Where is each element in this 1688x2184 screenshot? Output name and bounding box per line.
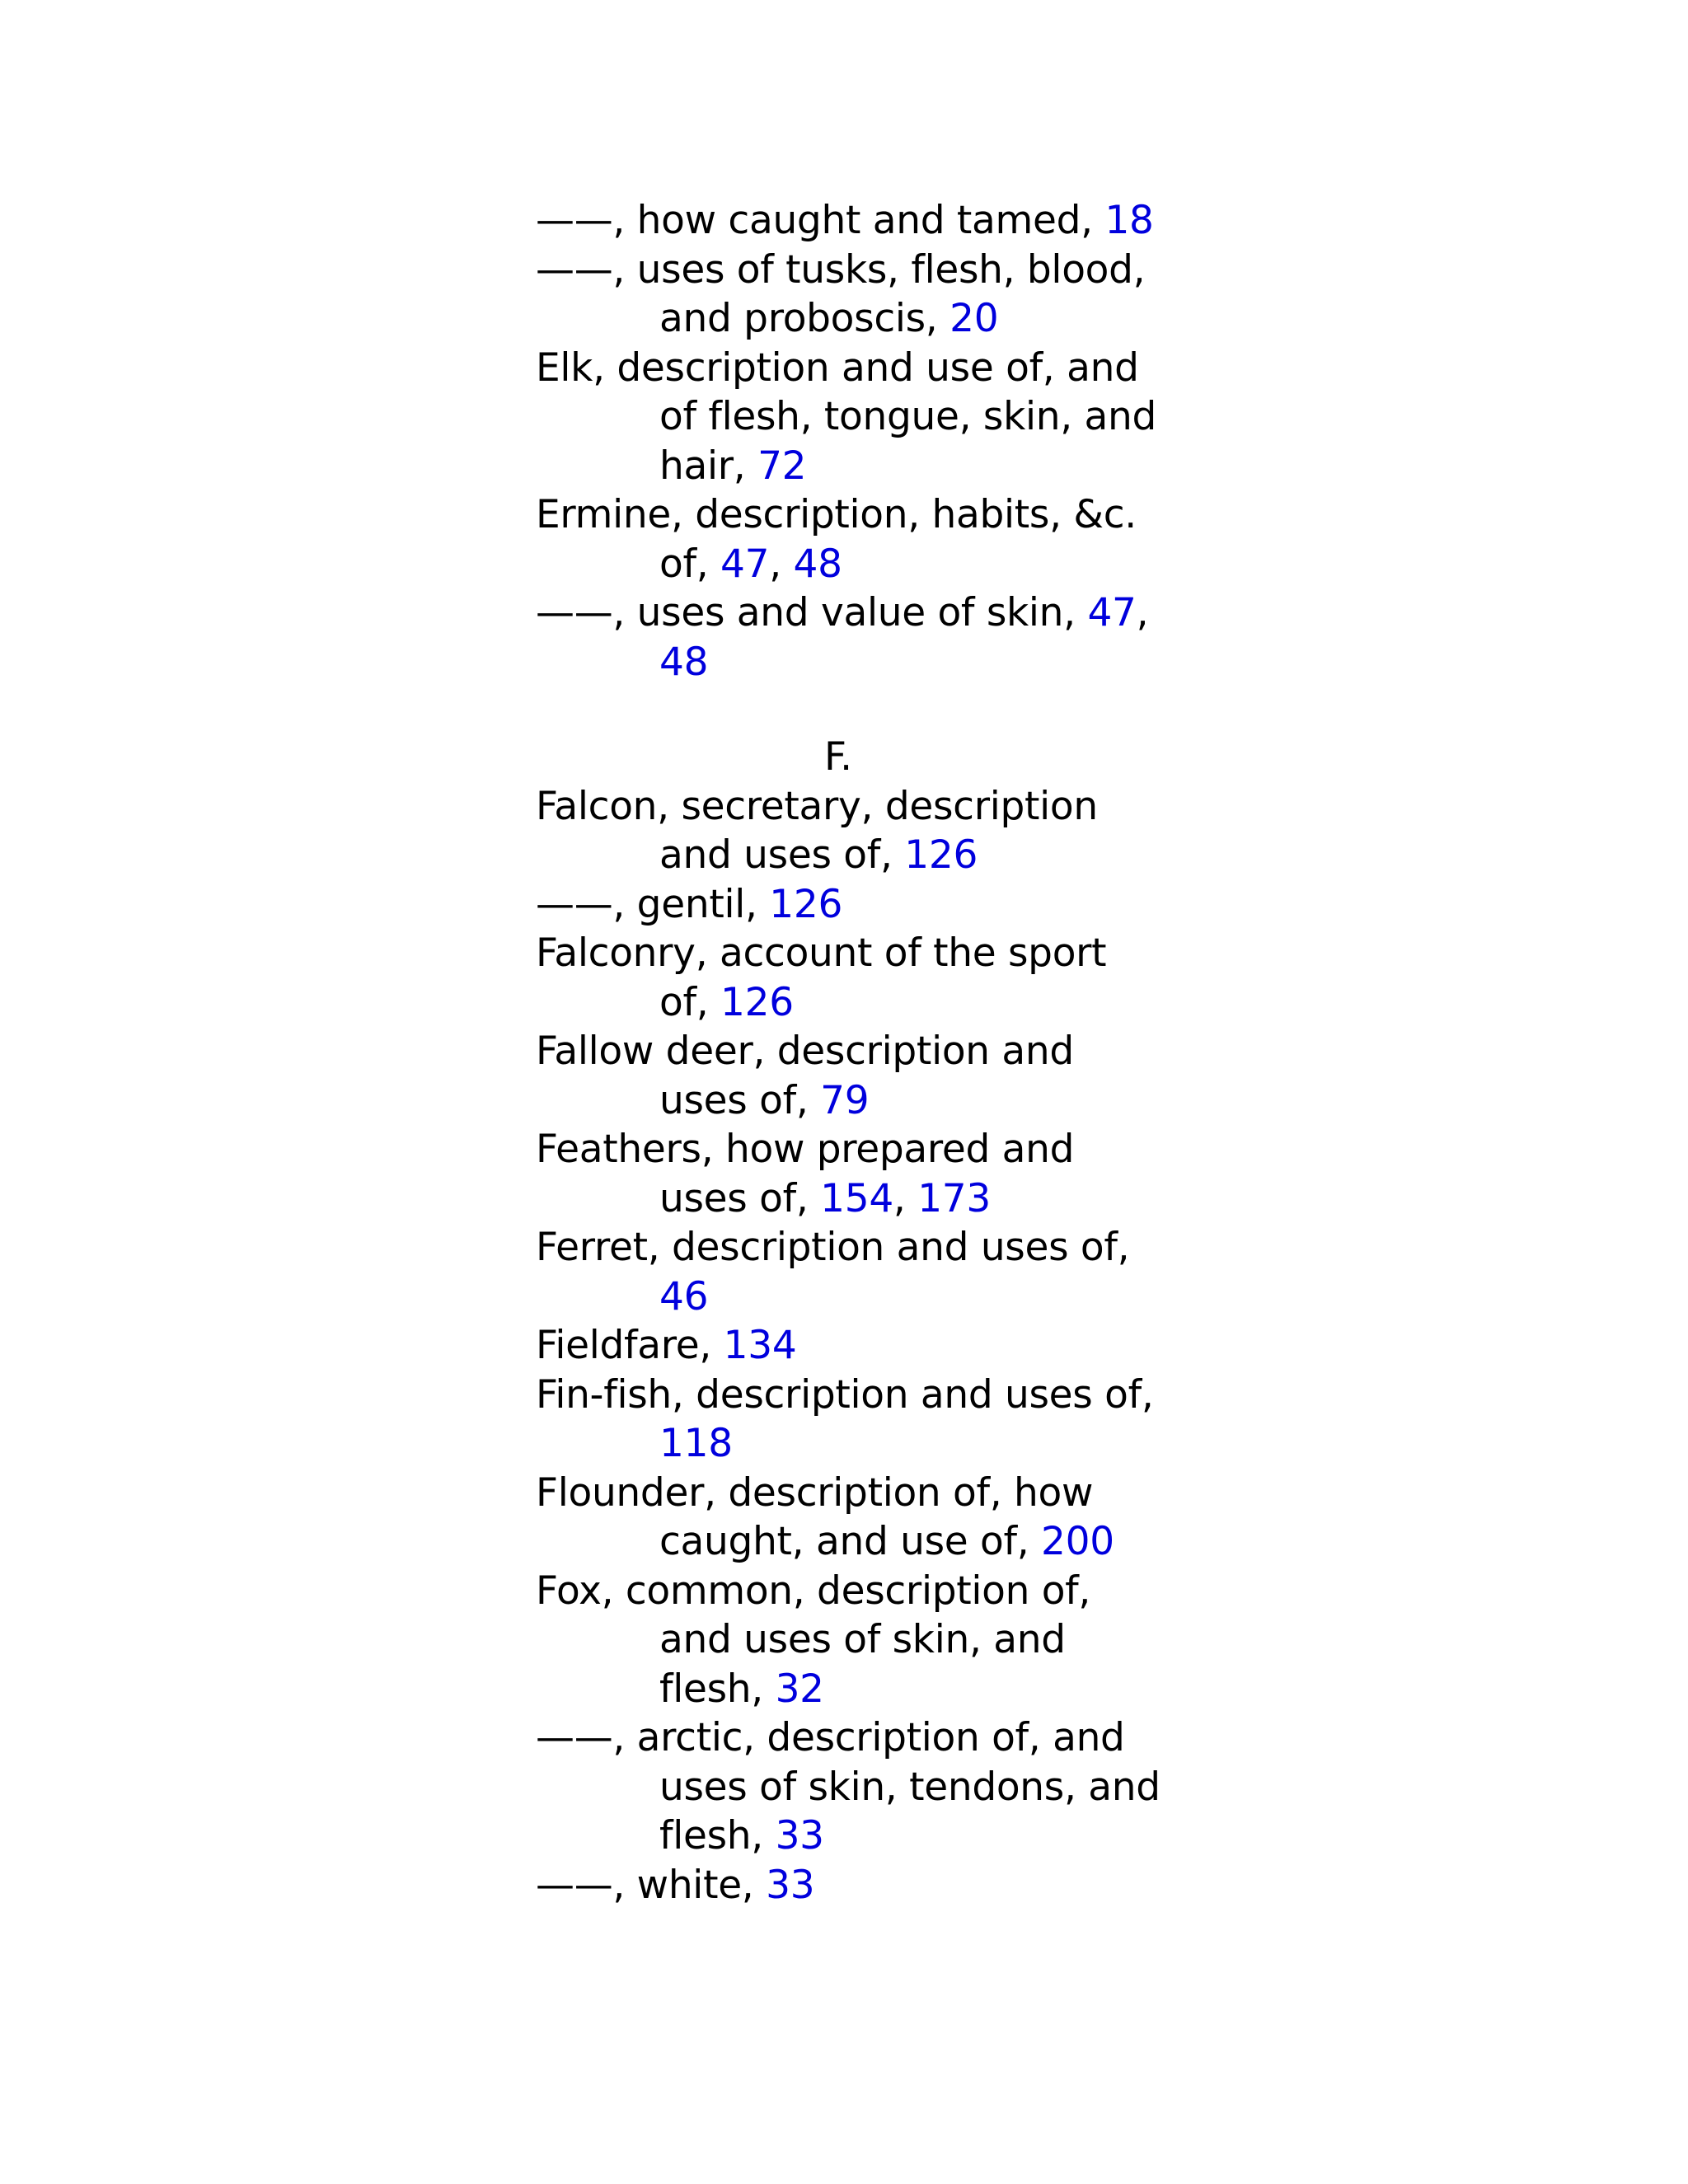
page-link[interactable]: 48	[659, 639, 709, 685]
index-entry	[536, 490, 1162, 588]
index-entry	[536, 588, 1162, 687]
entry-text: Fieldfare,	[536, 1323, 724, 1368]
index-entry	[536, 1027, 1162, 1125]
page-link[interactable]: 33	[775, 1813, 824, 1858]
page-link[interactable]: 32	[775, 1666, 824, 1712]
page-separator: ,	[769, 541, 794, 587]
page-separator: ,	[893, 1175, 918, 1221]
page-link[interactable]: 126	[769, 881, 843, 927]
page-link[interactable]: 46	[659, 1273, 709, 1319]
page-link[interactable]: 47	[720, 541, 770, 587]
entry-text: Falcon, secretary, description and uses of,	[536, 783, 1098, 878]
page-separator: ,	[1136, 590, 1149, 635]
page-link[interactable]: 18	[1104, 198, 1154, 243]
page-link[interactable]: 134	[723, 1323, 797, 1368]
entry-text: Elk, description and use of, and of flesh, tongue, skin, and hair,	[536, 344, 1157, 489]
index-entry	[536, 1223, 1162, 1321]
index-entry	[536, 929, 1162, 1027]
entry-text: Ermine, description, habits, &c. of,	[536, 492, 1137, 587]
entry-text: Falconry, account of the sport of,	[536, 930, 1107, 1025]
index-page	[536, 196, 1162, 1910]
page-link[interactable]: 72	[757, 443, 807, 489]
page-link[interactable]: 79	[820, 1077, 870, 1123]
index-entry	[536, 1371, 1162, 1469]
index-entry	[536, 1321, 1162, 1371]
index-entry	[536, 1861, 1162, 1910]
section-heading: F.	[824, 734, 852, 780]
entry-text: ——, how caught and tamed,	[536, 198, 1105, 243]
entry-text: Fin-fish, description and uses of,	[536, 1371, 1154, 1418]
page-link[interactable]: 154	[820, 1175, 893, 1221]
page-link[interactable]: 48	[793, 541, 842, 587]
index-entry	[536, 880, 1162, 930]
entry-text: Fox, common, description of, and uses of skin, and flesh,	[536, 1568, 1091, 1712]
entry-text: ——, white,	[536, 1862, 767, 1908]
index-entry	[536, 196, 1162, 246]
entry-text: Fallow deer, description and uses of,	[536, 1029, 1074, 1123]
index-entry	[536, 1713, 1162, 1861]
page-link[interactable]: 33	[766, 1862, 815, 1908]
entry-text: Flounder, description of, how caught, and use of,	[536, 1469, 1094, 1564]
page-link[interactable]: 200	[1041, 1519, 1114, 1564]
index-entry	[536, 1567, 1162, 1714]
entry-text: Feathers, how prepared and uses of,	[536, 1127, 1075, 1221]
entry-text: Ferret, description and uses of,	[536, 1225, 1130, 1270]
entry-text: ——, arctic, description of, and uses of skin, tendons, and flesh,	[536, 1715, 1160, 1858]
entry-text: ——, gentil,	[536, 881, 770, 927]
page-link[interactable]: 118	[659, 1421, 733, 1466]
entry-text: ——, uses and value of skin,	[536, 590, 1088, 635]
index-entry	[536, 344, 1162, 491]
page-link[interactable]: 173	[917, 1175, 992, 1221]
index-entry	[536, 782, 1162, 880]
index-entry	[536, 1125, 1162, 1223]
index-entry	[536, 1469, 1162, 1567]
index-entry	[536, 246, 1162, 344]
page-link[interactable]: 20	[950, 296, 999, 341]
entry-text: ——, uses of tusks, flesh, blood, and proboscis,	[536, 246, 1146, 341]
page-link[interactable]: 126	[720, 979, 794, 1025]
page-link[interactable]: 47	[1087, 590, 1137, 635]
page-link[interactable]: 126	[904, 832, 978, 878]
